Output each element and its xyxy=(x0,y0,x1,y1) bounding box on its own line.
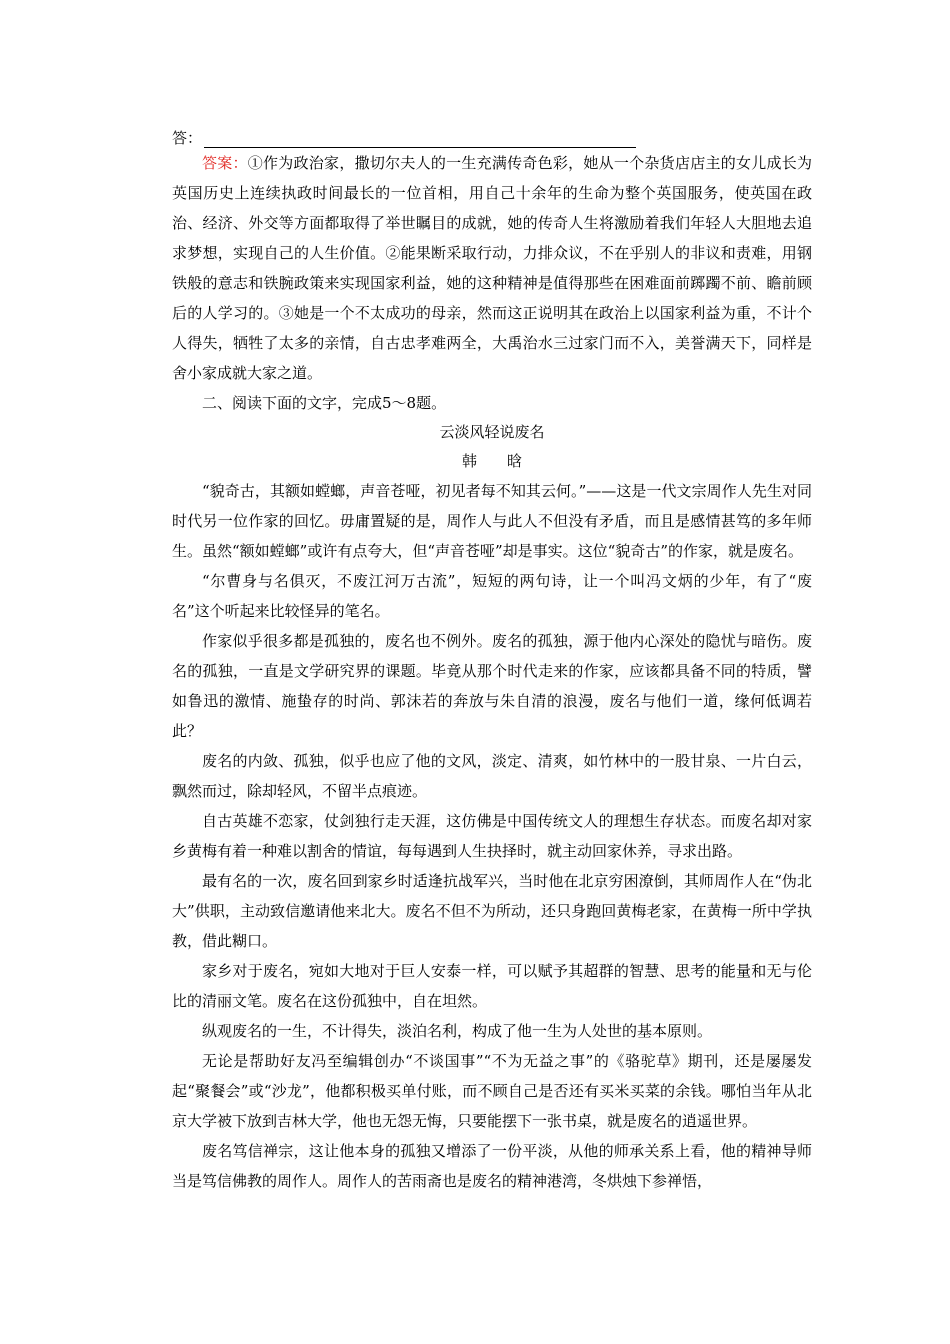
answer-blank-line xyxy=(172,118,812,148)
article-paragraph: 自古英雄不恋家，仗剑独行走天涯，这仿佛是中国传统文人的理想生存状态。而废名却对家乡黄梅有着一种难以割舍的情谊，每每遇到人生抉择时，就主动回家休养，寻求出路。 xyxy=(172,812,812,860)
article-paragraph: 最有名的一次，废名回到家乡时适逢抗战军兴，当时他在北京穷困潦倒，其师周作人在“伪北大”供职，主动致信邀请他来北大。废名不但不为所动，还只身跑回黄梅老家，在黄梅一所中学执教，借此糊口。 xyxy=(172,872,812,950)
article-paragraph: “尔曹身与名俱灭，不废江河万古流”，短短的两句诗，让一个叫冯文炳的少年，有了“废名”这个听起来比较怪异的笔名。 xyxy=(172,572,812,620)
article-paragraph: 纵观废名的一生，不计得失，淡泊名利，构成了他一生为人处世的基本原则。 xyxy=(202,1022,713,1040)
section-heading: 二、阅读下面的文字，完成5～8题。 xyxy=(202,394,447,412)
article-paragraph: 无论是帮助好友冯至编辑创办“不谈国事”“不为无益之事”的《骆驼草》期刊，还是屡屡发起“聚餐会”或“沙龙”，他都积极买单付账，而不顾自己是否还有买米买菜的余钱。哪怕当年从北京大学被下放到吉林大学，他也无怨无悔，只要能摆下一张书桌，就是废名的逍遥世界。 xyxy=(172,1052,812,1130)
answer-label: 答案： xyxy=(202,154,248,172)
article-title: 云淡风轻说废名 xyxy=(439,423,545,441)
article-paragraph: 作家似乎很多都是孤独的，废名也不例外。废名的孤独，源于他内心深处的隐忧与暗伤。废名的孤独，一直是文学研究界的课题。毕竟从那个时代走来的作家，应该都具备不同的特质，譬如鲁迅的激情、施蛰存的时尚、郭沫若的奔放与朱自清的浪漫，废名与他们一道，缘何低调若此？ xyxy=(172,632,812,740)
article-author: 韩晗 xyxy=(461,452,552,470)
document-page xyxy=(172,118,812,1196)
answer-underline xyxy=(204,131,636,148)
article-paragraph: 废名的内敛、孤独，似乎也应了他的文风，淡定、清爽，如竹林中的一股甘泉、一片白云，飘然而过，除却轻风，不留半点痕迹。 xyxy=(172,752,812,800)
article-body xyxy=(172,476,812,1196)
article-paragraph: 废名笃信禅宗，这让他本身的孤独又增添了一份平淡，从他的师承关系上看，他的精神导师当是笃信佛教的周作人。周作人的苦雨斋也是废名的精神港湾，冬烘烛下参禅悟， xyxy=(172,1142,812,1190)
answer-paragraph xyxy=(172,148,812,388)
answer-prompt: 答： xyxy=(172,129,203,147)
article-paragraph: “貌奇古，其额如螳螂，声音苍哑，初见者每不知其云何。”——这是一代文宗周作人先生对同时代另一位作家的回忆。毋庸置疑的是，周作人与此人不但没有矛盾，而且是感情甚笃的多年师生。虽然“额如螳螂”或许有点夸大，但“声音苍哑”却是事实。这位“貌奇古”的作家，就是废名。 xyxy=(172,482,812,560)
article-paragraph: 家乡对于废名，宛如大地对于巨人安泰一样，可以赋予其超群的智慧、思考的能量和无与伦比的清丽文笔。废名在这份孤独中，自在坦然。 xyxy=(172,962,812,1010)
answer-text: ①作为政治家，撒切尔夫人的一生充满传奇色彩，她从一个杂货店店主的女儿成长为英国历史上连续执政时间最长的一位首相，用自己十余年的生命为整个英国服务，使英国在政治、经济、外交等方面都取得了举世瞩目的成就，她的传奇人生将激励着我们年轻人大胆地去追求梦想，实现自己的人生价值。②能果断采取行动，力排众议，不在乎别人的非议和责难，用钢铁般的意志和铁腕政策来实现国家利益，她的这种精神是值得那些在困难面前踯躅不前、瞻前顾后的人学习的。③她是一个不太成功的母亲，然而这正说明其在政治上以国家利益为重，不计个人得失，牺牲了太多的亲情，自古忠孝难两全，大禹治水三过家门而不入，美誉满天下，同样是舍小家成就大家之道。 xyxy=(172,154,812,382)
